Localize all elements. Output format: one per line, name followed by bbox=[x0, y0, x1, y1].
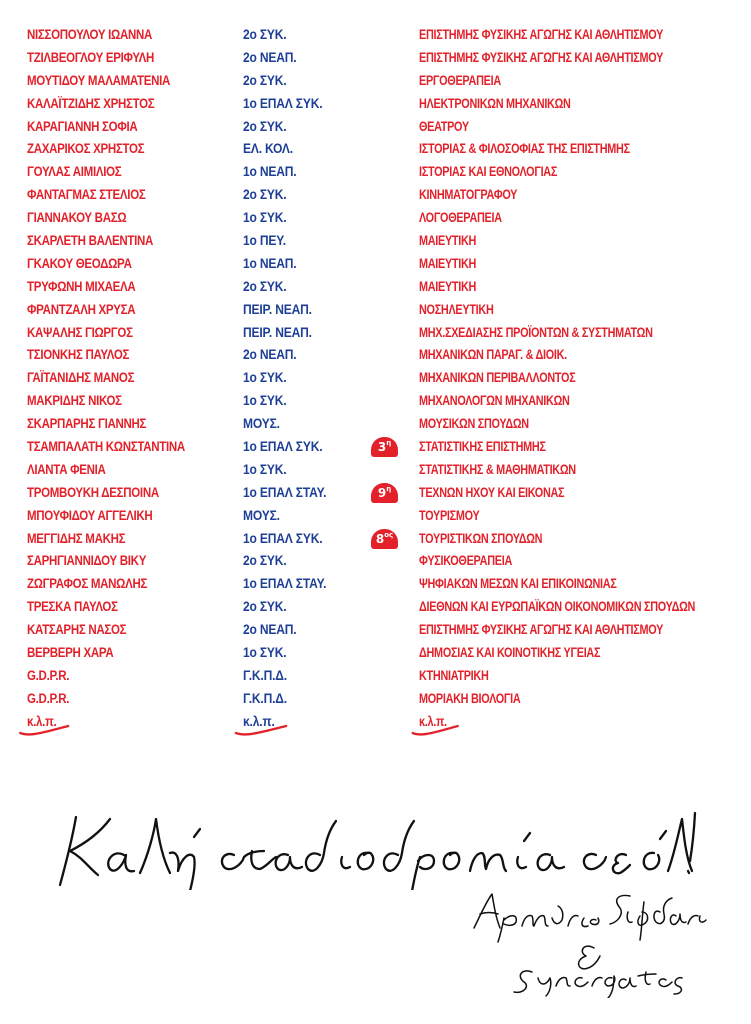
result-row bbox=[0, 550, 751, 573]
rank-number: 9 bbox=[377, 485, 387, 500]
school-name: 1ο ΣΥΚ. bbox=[243, 370, 287, 386]
student-name: ΖΩΓΡΑΦΟΣ ΜΑΝΩΛΗΣ bbox=[27, 576, 148, 592]
result-row bbox=[0, 459, 751, 482]
school-name: 2ο ΣΥΚ. bbox=[243, 278, 287, 294]
school-name: ΜΟΥΣ. bbox=[243, 416, 280, 432]
school-name: ΜΟΥΣ. bbox=[243, 507, 280, 523]
school-name: 1ο ΕΠΑΛ ΣΤΑΥ. bbox=[243, 484, 327, 500]
school-name: 1ο ΣΥΚ. bbox=[243, 210, 287, 226]
student-name: ΓΙΑΝΝΑΚΟΥ ΒΑΣΩ bbox=[27, 210, 127, 226]
school-name: 1ο ΕΠΑΛ ΣΥΚ. bbox=[243, 439, 323, 455]
student-name: ΚΑΛΑΪΤΖΙΔΗΣ ΧΡΗΣΤΟΣ bbox=[27, 95, 155, 111]
result-row bbox=[0, 322, 751, 345]
student-name: G.D.P.R. bbox=[27, 667, 70, 683]
student-name: ΚΑΨΑΛΗΣ ΓΙΩΡΓΟΣ bbox=[27, 324, 133, 340]
result-row bbox=[0, 24, 751, 47]
student-name: ΜΕΓΓΙΔΗΣ ΜΑΚΗΣ bbox=[27, 530, 126, 546]
department-name: ΙΣΤΟΡΙΑΣ & ΦΙΛΟΣΟΦΙΑΣ ΤΗΣ ΕΠΙΣΤΗΜΗΣ bbox=[419, 141, 630, 157]
result-row bbox=[0, 665, 751, 688]
department-name: ΜΑΙΕΥΤΙΚΗ bbox=[419, 255, 477, 271]
department-name: ΤΕΧΝΩΝ ΗΧΟΥ ΚΑΙ ΕΙΚΟΝΑΣ bbox=[419, 484, 565, 500]
student-name: ΤΡΟΜΒΟΥΚΗ ΔΕΣΠΟΙΝΑ bbox=[27, 484, 159, 500]
result-row bbox=[0, 70, 751, 93]
school-name: 1ο ΣΥΚ. bbox=[243, 461, 287, 477]
result-row bbox=[0, 161, 751, 184]
department-name: ΜΗΧΑΝΙΚΩΝ ΠΕΡΙΒΑΛΛΟΝΤΟΣ bbox=[419, 370, 576, 386]
school-name: 2ο ΝΕΑΠ. bbox=[243, 49, 297, 65]
result-row bbox=[0, 688, 751, 711]
rank-badge bbox=[371, 483, 398, 503]
department-name: ΕΠΙΣΤΗΜΗΣ ΦΥΣΙΚΗΣ ΑΓΩΓΗΣ ΚΑΙ ΑΘΛΗΤΙΣΜΟΥ bbox=[419, 49, 664, 65]
department-name: ΗΛΕΚΤΡΟΝΙΚΩΝ ΜΗΧΑΝΙΚΩΝ bbox=[419, 95, 571, 111]
result-row bbox=[0, 505, 751, 528]
result-row bbox=[0, 367, 751, 390]
student-name: ΓΑΪΤΑΝΙΔΗΣ ΜΑΝΟΣ bbox=[27, 370, 135, 386]
department-name: ΜΗΧ.ΣΧΕΔΙΑΣΗΣ ΠΡΟΪΟΝΤΩΝ & ΣΥΣΤΗΜΑΤΩΝ bbox=[419, 324, 653, 340]
result-row bbox=[0, 93, 751, 116]
school-name: 1ο ΣΥΚ. bbox=[243, 393, 287, 409]
result-row bbox=[0, 207, 751, 230]
department-name: ΤΟΥΡΙΣΜΟΥ bbox=[419, 507, 480, 523]
result-row bbox=[0, 116, 751, 139]
school-name: 1ο ΠΕΥ. bbox=[243, 233, 286, 249]
result-row bbox=[0, 528, 751, 551]
etc-text: κ.λ.π. bbox=[243, 713, 275, 729]
school-name: 1ο ΕΠΑΛ ΣΥΚ. bbox=[243, 530, 323, 546]
rank-badge bbox=[371, 529, 398, 549]
result-row bbox=[0, 390, 751, 413]
student-name: ΤΣΑΜΠΑΛΑΤΗ ΚΩΝΣΤΑΝΤΙΝΑ bbox=[27, 439, 185, 455]
student-name: ΤΡΥΦΩΝΗ ΜΙΧΑΕΛΑ bbox=[27, 278, 136, 294]
department-name: ΚΙΝΗΜΑΤΟΓΡΑΦΟΥ bbox=[419, 187, 518, 203]
student-name: ΜΠΟΥΦΙΔΟΥ ΑΓΓΕΛΙΚΗ bbox=[27, 507, 153, 523]
rank-number: 8 bbox=[375, 531, 385, 546]
student-name: ΓΚΑΚΟΥ ΘΕΟΔΩΡΑ bbox=[27, 255, 132, 271]
student-name: G.D.P.R. bbox=[27, 690, 70, 706]
department-name: ΕΠΙΣΤΗΜΗΣ ΦΥΣΙΚΗΣ ΑΓΩΓΗΣ ΚΑΙ ΑΘΛΗΤΙΣΜΟΥ bbox=[419, 622, 664, 638]
result-row bbox=[0, 482, 751, 505]
department-name: ΜΗΧΑΝΙΚΩΝ ΠΑΡΑΓ. & ΔΙΟΙΚ. bbox=[419, 347, 567, 363]
department-name: ΕΡΓΟΘΕΡΑΠΕΙΑ bbox=[419, 72, 501, 88]
student-name: ΣΚΑΡΠΑΡΗΣ ΓΙΑΝΝΗΣ bbox=[27, 416, 147, 432]
department-name: ΤΟΥΡΙΣΤΙΚΩΝ ΣΠΟΥΔΩΝ bbox=[419, 530, 543, 546]
department-name: ΦΥΣΙΚΟΘΕΡΑΠΕΙΑ bbox=[419, 553, 513, 569]
department-name: ΔΙΕΘΝΩΝ ΚΑΙ ΕΥΡΩΠΑΪΚΩΝ ΟΙΚΟΝΟΜΙΚΩΝ ΣΠΟΥΔΩΝ bbox=[419, 599, 696, 615]
department-name: ΜΟΡΙΑΚΗ ΒΙΟΛΟΓΙΑ bbox=[419, 690, 521, 706]
result-row bbox=[0, 184, 751, 207]
result-row bbox=[0, 344, 751, 367]
student-name: ΣΑΡΗΓΙΑΝΝΙΔΟΥ ΒΙΚΥ bbox=[27, 553, 147, 569]
department-name: ΚΤΗΝΙΑΤΡΙΚΗ bbox=[419, 667, 489, 683]
school-name: 2ο ΣΥΚ. bbox=[243, 599, 287, 615]
school-name: 1ο ΕΠΑΛ ΣΥΚ. bbox=[243, 95, 323, 111]
school-name: 2ο ΣΥΚ. bbox=[243, 118, 287, 134]
department-name: ΣΤΑΤΙΣΤΙΚΗΣ & ΜΑΘΗΜΑΤΙΚΩΝ bbox=[419, 461, 576, 477]
student-name: ΚΑΤΣΑΡΗΣ ΝΑΣΟΣ bbox=[27, 622, 127, 638]
department-name: ΕΠΙΣΤΗΜΗΣ ΦΥΣΙΚΗΣ ΑΓΩΓΗΣ ΚΑΙ ΑΘΛΗΤΙΣΜΟΥ bbox=[419, 27, 664, 42]
etc-label bbox=[27, 711, 56, 734]
rank-number: 3 bbox=[377, 440, 387, 455]
department-name: ΜΟΥΣΙΚΩΝ ΣΠΟΥΔΩΝ bbox=[419, 416, 529, 432]
student-name: ΤΡΕΣΚΑ ΠΑΥΛΟΣ bbox=[27, 599, 118, 615]
school-name: Γ.Κ.Π.Δ. bbox=[243, 667, 287, 683]
result-row bbox=[0, 642, 751, 665]
etc-text: κ.λ.π. bbox=[27, 713, 57, 729]
result-row bbox=[0, 276, 751, 299]
student-name: ΜΟΥΤΙΔΟΥ ΜΑΛΑΜΑΤΕΝΙΑ bbox=[27, 72, 171, 88]
department-name: ΛΟΓΟΘΕΡΑΠΕΙΑ bbox=[419, 210, 502, 226]
school-name: ΕΛ. ΚΟΛ. bbox=[243, 141, 293, 157]
school-name: 1ο ΝΕΑΠ. bbox=[243, 164, 297, 180]
student-name: ΒΕΡΒΕΡΗ ΧΑΡΑ bbox=[27, 645, 114, 661]
school-name: 1ο ΝΕΑΠ. bbox=[243, 255, 297, 271]
department-name: ΘΕΑΤΡΟΥ bbox=[419, 118, 469, 134]
rank-suffix: η bbox=[386, 439, 392, 448]
school-name: 2ο ΝΕΑΠ. bbox=[243, 347, 297, 363]
student-name: ΓΟΥΛΑΣ ΑΙΜΙΛΙΟΣ bbox=[27, 164, 122, 180]
student-name: ΦΡΑΝΤΖΑΛΗ ΧΡΥΣΑ bbox=[27, 301, 136, 317]
result-row bbox=[0, 138, 751, 161]
etc-row bbox=[0, 711, 751, 734]
school-name: 2ο ΣΥΚ. bbox=[243, 553, 287, 569]
rank-badge bbox=[371, 437, 398, 457]
etc-text: κ.λ.π. bbox=[419, 713, 447, 729]
department-name: ΨΗΦΙΑΚΩΝ ΜΕΣΩΝ ΚΑΙ ΕΠΙΚΟΙΝΩΝΙΑΣ bbox=[419, 576, 617, 592]
etc-label bbox=[419, 711, 447, 734]
department-name: ΜΑΙΕΥΤΙΚΗ bbox=[419, 278, 477, 294]
student-name: ΚΑΡΑΓΙΑΝΝΗ ΣΟΦΙΑ bbox=[27, 118, 138, 134]
school-name: 2ο ΝΕΑΠ. bbox=[243, 622, 297, 638]
result-row bbox=[0, 299, 751, 322]
student-name: ΛΙΑΝΤΑ ΦΕΝΙΑ bbox=[27, 461, 106, 477]
rank-suffix: η bbox=[386, 484, 392, 493]
department-name: ΣΤΑΤΙΣΤΙΚΗΣ ΕΠΙΣΤΗΜΗΣ bbox=[419, 439, 546, 455]
school-name: 2ο ΣΥΚ. bbox=[243, 72, 287, 88]
student-name: ΖΑΧΑΡΙΚΟΣ ΧΡΗΣΤΟΣ bbox=[27, 141, 145, 157]
etc-label bbox=[243, 711, 275, 734]
student-name: ΦΑΝΤΑΓΜΑΣ ΣΤΕΛΙΟΣ bbox=[27, 187, 146, 203]
department-name: ΜΑΙΕΥΤΙΚΗ bbox=[419, 233, 477, 249]
handwritten-team-signature bbox=[470, 888, 710, 998]
rank-suffix: ος bbox=[384, 530, 394, 539]
results-list bbox=[0, 24, 751, 734]
school-name: 1ο ΕΠΑΛ ΣΤΑΥ. bbox=[243, 576, 327, 592]
school-name: Γ.Κ.Π.Δ. bbox=[243, 690, 287, 706]
student-name: ΤΣΙΟΝΚΗΣ ΠΑΥΛΟΣ bbox=[27, 347, 130, 363]
result-row bbox=[0, 573, 751, 596]
school-name: 2ο ΣΥΚ. bbox=[243, 187, 287, 203]
student-name: ΝΙΣΣΟΠΟΥΛΟΥ ΙΩΑΝΝΑ bbox=[27, 27, 153, 42]
student-name: ΤΖΙΛΒΕΟΓΛΟΥ ΕΡΙΦΥΛΗ bbox=[27, 49, 155, 65]
school-name: 1ο ΣΥΚ. bbox=[243, 645, 287, 661]
school-name: ΠΕΙΡ. ΝΕΑΠ. bbox=[243, 301, 312, 317]
result-row bbox=[0, 47, 751, 70]
handwritten-wish-signature bbox=[58, 805, 698, 890]
result-row bbox=[0, 436, 751, 459]
result-row bbox=[0, 230, 751, 253]
result-row bbox=[0, 596, 751, 619]
department-name: ΔΗΜΟΣΙΑΣ ΚΑΙ ΚΟΙΝΟΤΙΚΗΣ ΥΓΕΙΑΣ bbox=[419, 645, 601, 661]
department-name: ΝΟΣΗΛΕΥΤΙΚΗ bbox=[419, 301, 494, 317]
department-name: ΜΗΧΑΝΟΛΟΓΩΝ ΜΗΧΑΝΙΚΩΝ bbox=[419, 393, 570, 409]
department-name: ΙΣΤΟΡΙΑΣ ΚΑΙ ΕΘΝΟΛΟΓΙΑΣ bbox=[419, 164, 558, 180]
school-name: 2ο ΣΥΚ. bbox=[243, 27, 287, 42]
student-name: ΜΑΚΡΙΔΗΣ ΝΙΚΟΣ bbox=[27, 393, 122, 409]
result-row bbox=[0, 619, 751, 642]
result-row bbox=[0, 253, 751, 276]
result-row bbox=[0, 413, 751, 436]
school-name: ΠΕΙΡ. ΝΕΑΠ. bbox=[243, 324, 312, 340]
student-name: ΣΚΑΡΛΕΤΗ ΒΑΛΕΝΤΙΝΑ bbox=[27, 233, 154, 249]
